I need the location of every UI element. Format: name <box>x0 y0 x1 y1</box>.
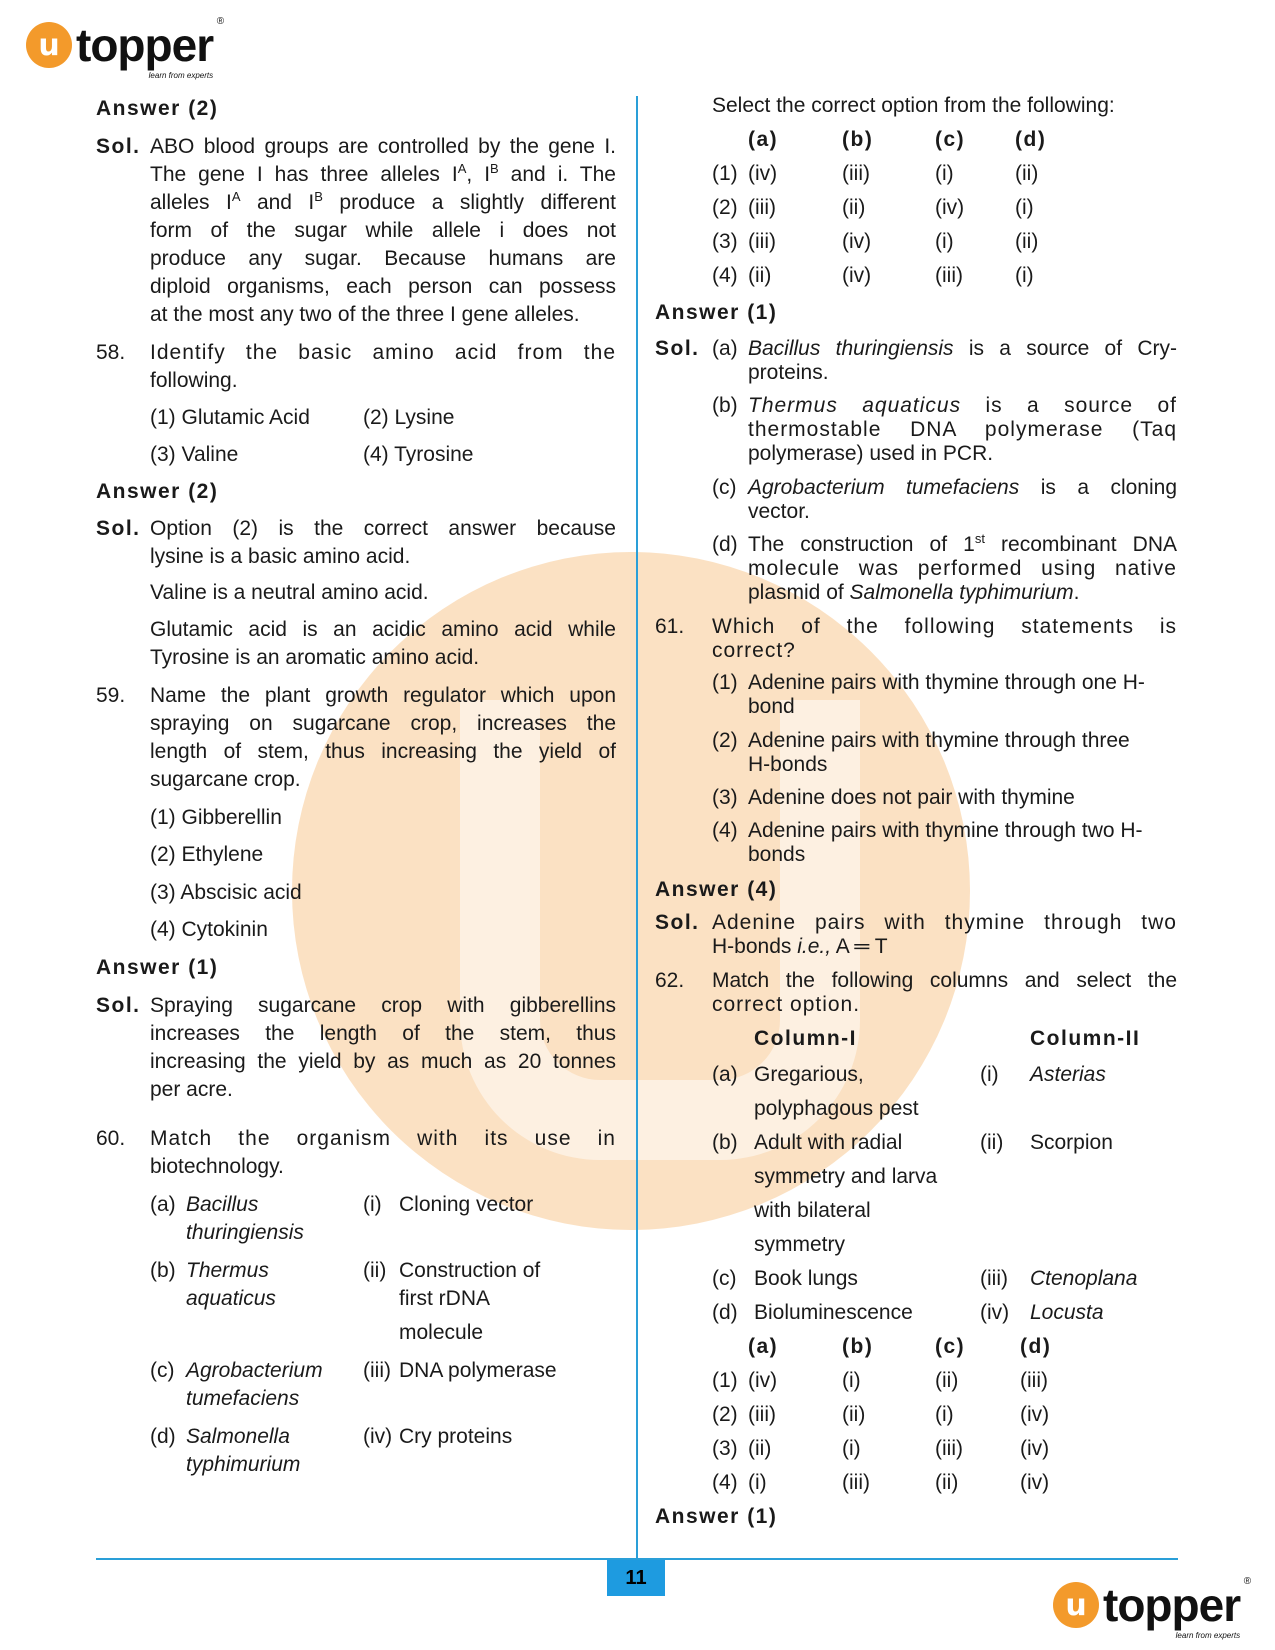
q59-option: (4) Cytokinin <box>150 918 268 941</box>
q62-column-2-header: Column-II <box>1030 1027 1141 1050</box>
q59-option: (1) Gibberellin <box>150 806 282 829</box>
sol-60-item: Thermus aquaticus is a source of <box>748 394 1177 417</box>
q62-number: 62. <box>655 969 685 992</box>
q60-organism: Bacillus <box>186 1193 259 1216</box>
q61-option-label: (3) <box>712 786 738 809</box>
q62-opt-num: (2) <box>712 1403 738 1426</box>
sol-57-line: diploid organisms, each person can possess <box>150 275 616 298</box>
q62-option-head: (a) <box>748 1335 779 1358</box>
q61-option: Adenine pairs with thymine through two H- <box>748 819 1143 842</box>
q61-number: 61. <box>655 615 685 638</box>
q60-opt-val: (ii) <box>1015 230 1039 253</box>
q62-match: Ctenoplana <box>1030 1267 1138 1290</box>
q62-opt-val: (iv) <box>748 1369 778 1392</box>
q60-opt-val: (iv) <box>842 264 872 287</box>
q60-opt-val: (iii) <box>842 162 870 185</box>
sol-60-item-label: (b) <box>712 394 738 417</box>
q61-option: bonds <box>748 843 806 866</box>
q58-option: (3) Valine <box>150 443 239 466</box>
q62-opt-val: (i) <box>842 1437 861 1460</box>
q62-row-text: with bilateral <box>754 1199 871 1222</box>
q60-opt-val: (iv) <box>842 230 872 253</box>
q60-use-label: (i) <box>363 1193 382 1216</box>
column-divider <box>636 96 638 1560</box>
q62-row-label: (a) <box>712 1063 738 1086</box>
q58-option: (1) Glutamic Acid <box>150 406 310 429</box>
q60-opt-val: (i) <box>1015 264 1034 287</box>
q62-opt-val: (iv) <box>1020 1437 1050 1460</box>
q62-opt-val: (iii) <box>748 1403 776 1426</box>
q61-option: H-bonds <box>748 753 828 776</box>
q61-option: Adenine pairs with thymine through three <box>748 729 1130 752</box>
q61-text: Which of the following statements is <box>712 615 1177 638</box>
brand-logo-bottom <box>1053 1576 1251 1640</box>
answer-58: Answer (2) <box>96 480 219 503</box>
q60-opt-val: (iv) <box>935 196 965 219</box>
q62-match-label: (iii) <box>980 1267 1008 1290</box>
sol-58-label: Sol. <box>96 517 141 540</box>
q62-option-head: (c) <box>935 1335 966 1358</box>
sol-57-line: ABO blood groups are controlled by the gene I. <box>150 135 616 158</box>
q60-organism: thuringiensis <box>186 1221 304 1244</box>
sol-61-line: Adenine pairs with thymine through two <box>712 911 1177 934</box>
sol-60-item-label: (a) <box>712 337 738 360</box>
q60-organism: Thermus <box>186 1259 269 1282</box>
q62-match-label: (iv) <box>980 1301 1010 1324</box>
q62-option-head: (b) <box>842 1335 874 1358</box>
q62-opt-val: (ii) <box>842 1403 866 1426</box>
q62-row-text: Bioluminescence <box>754 1301 913 1324</box>
q60-opt-val: (iii) <box>935 264 963 287</box>
sol-60-item-label: (d) <box>712 533 738 556</box>
q60-opt-num: (2) <box>712 196 738 219</box>
page-number: 11 <box>607 1560 665 1596</box>
q60-opt-num: (1) <box>712 162 738 185</box>
q58-option: (2) Lysine <box>363 406 455 429</box>
q59-text: length of stem, thus increasing the yield of <box>150 740 616 763</box>
answer-61: Answer (4) <box>655 878 778 901</box>
sol-60-item: The construction of 1st recombinant DNA <box>748 531 1177 556</box>
sol-57-line: alleles $I^A$ and $I^B$ produce a slightly different <box>150 189 617 214</box>
q60-use-label: (ii) <box>363 1259 387 1282</box>
q60-row-label: (a) <box>150 1193 176 1216</box>
q58-text: following. <box>150 369 238 392</box>
q60-use: molecule <box>399 1321 484 1344</box>
q59-option: (3) Abscisic acid <box>150 881 302 904</box>
q62-column-1-header: Column-I <box>754 1027 857 1050</box>
sol-58-line: Option (2) is the correct answer because <box>150 517 616 540</box>
q61-option-label: (4) <box>712 819 738 842</box>
q60-row-label: (b) <box>150 1259 176 1282</box>
q62-opt-val: (ii) <box>935 1369 959 1392</box>
sol-57-line: at the most any two of the three I gene alleles. <box>150 303 580 326</box>
q62-text: correct option. <box>712 993 861 1016</box>
q62-opt-val: (ii) <box>748 1437 772 1460</box>
sol-57-label: Sol. <box>96 135 141 158</box>
sol-60-item: plasmid of Salmonella typhimurium. <box>748 581 1080 604</box>
sol-60-item: polymerase) used in PCR. <box>748 442 994 465</box>
q60-opt-val: (i) <box>935 230 954 253</box>
answer-57: Answer (2) <box>96 97 219 120</box>
sol-59-line: Spraying sugarcane crop with gibberellins <box>150 994 616 1017</box>
q60-opt-num: (3) <box>712 230 738 253</box>
q62-row-text: symmetry <box>754 1233 845 1256</box>
q60-organism: Salmonella <box>186 1425 290 1448</box>
q62-text: Match the following columns and select the <box>712 969 1177 992</box>
brand-tagline: learn from experts <box>148 71 214 80</box>
q60-opt-val: (ii) <box>748 264 772 287</box>
brand-name: topper <box>76 19 214 71</box>
q58-option: (4) Tyrosine <box>363 443 474 466</box>
sol-58-line: lysine is a basic amino acid. <box>150 545 411 568</box>
sol-60-item: Bacillus thuringiensis is a source of Cry- <box>748 337 1177 360</box>
q62-opt-val: (i) <box>748 1471 767 1494</box>
sol-60-item: proteins. <box>748 361 829 384</box>
q62-opt-val: (ii) <box>935 1471 959 1494</box>
q62-row-label: (c) <box>712 1267 737 1290</box>
q62-opt-num: (3) <box>712 1437 738 1460</box>
sol-60-item-label: (c) <box>712 476 737 499</box>
q62-opt-val: (iv) <box>1020 1471 1050 1494</box>
q62-row-text: polyphagous pest <box>754 1097 919 1120</box>
answer-62: Answer (1) <box>655 1505 778 1528</box>
q60-text: Match the organism with its use in <box>150 1127 616 1150</box>
q62-row-text: symmetry and larva <box>754 1165 938 1188</box>
q62-match: Locusta <box>1030 1301 1104 1324</box>
q60-use: Cry proteins <box>399 1425 513 1448</box>
q58-number: 58. <box>96 341 126 364</box>
q60-use: first rDNA <box>399 1287 490 1310</box>
q60-text: biotechnology. <box>150 1155 284 1178</box>
q60-row-label: (d) <box>150 1425 176 1448</box>
q62-match-label: (i) <box>980 1063 999 1086</box>
sol-61-line: H-bonds i.e., A ═ T <box>712 935 888 958</box>
sol-61-label: Sol. <box>655 911 700 934</box>
sol-59-line: per acre. <box>150 1078 233 1101</box>
q61-option-label: (2) <box>712 729 738 752</box>
sol-57-line: produce any sugar. Because humans are <box>150 247 616 270</box>
q62-match: Scorpion <box>1030 1131 1113 1154</box>
q60-number: 60. <box>96 1127 126 1150</box>
q62-opt-num: (4) <box>712 1471 738 1494</box>
q62-option-head: (d) <box>1020 1335 1052 1358</box>
q60-organism: Agrobacterium <box>186 1359 323 1382</box>
sol-59-line: increases the length of the stem, thus <box>150 1022 616 1045</box>
brand-u-icon: u <box>26 22 72 68</box>
sol-60-label: Sol. <box>655 337 700 360</box>
q60-organism: tumefaciens <box>186 1387 300 1410</box>
q62-opt-val: (iv) <box>1020 1403 1050 1426</box>
q61-option: Adenine pairs with thymine through one H- <box>748 671 1145 694</box>
sol-58-line: Tyrosine is an aromatic amino acid. <box>150 646 480 669</box>
sol-59-line: increasing the yield by as much as 20 tonnes <box>150 1050 616 1073</box>
q62-opt-num: (1) <box>712 1369 738 1392</box>
q60-organism: aquaticus <box>186 1287 276 1310</box>
q62-match-label: (ii) <box>980 1131 1004 1154</box>
q59-option: (2) Ethylene <box>150 843 264 866</box>
q60-use-label: (iii) <box>363 1359 391 1382</box>
q60-opt-val: (iii) <box>748 196 776 219</box>
q60-opt-val: (ii) <box>1015 162 1039 185</box>
brand-reg-mark: ® <box>1243 1576 1251 1587</box>
q58-text: Identify the basic amino acid from the <box>150 341 616 364</box>
q60-select-text: Select the correct option from the following: <box>712 94 1115 117</box>
q60-opt-val: (i) <box>1015 196 1034 219</box>
q60-opt-val: (iii) <box>748 230 776 253</box>
sol-60-item: molecule was performed using native <box>748 557 1177 580</box>
sol-57-line: The gene I has three alleles $I^A$, $I^B$ and i. The <box>150 161 616 186</box>
q62-opt-val: (i) <box>935 1403 954 1426</box>
q62-row-text: Gregarious, <box>754 1063 864 1086</box>
q62-row-text: Book lungs <box>754 1267 858 1290</box>
brand-name: topper <box>1103 1579 1241 1631</box>
q62-row-label: (d) <box>712 1301 738 1324</box>
q60-row-label: (c) <box>150 1359 175 1382</box>
q59-text: Name the plant growth regulator which upon <box>150 684 616 707</box>
q62-opt-val: (iii) <box>935 1437 963 1460</box>
q62-row-text: Adult with radial <box>754 1131 903 1154</box>
q60-option-head: (c) <box>935 128 966 151</box>
sol-57-line: form of the sugar while allele i does not <box>150 219 616 242</box>
brand-logo-top <box>26 16 224 80</box>
q62-match: Asterias <box>1030 1063 1106 1086</box>
q60-use: Construction of <box>399 1259 541 1282</box>
q61-option-label: (1) <box>712 671 738 694</box>
brand-reg-mark: ® <box>216 16 224 27</box>
sol-60-item: thermostable DNA polymerase (Taq <box>748 418 1177 441</box>
q60-opt-val: (iv) <box>748 162 778 185</box>
q61-option: bond <box>748 695 795 718</box>
q60-opt-val: (ii) <box>842 196 866 219</box>
q62-opt-val: (iii) <box>1020 1369 1048 1392</box>
brand-tagline: learn from experts <box>1175 1631 1241 1640</box>
q60-opt-num: (4) <box>712 264 738 287</box>
answer-60: Answer (1) <box>655 301 778 324</box>
q60-option-head: (a) <box>748 128 779 151</box>
q60-use: DNA polymerase <box>399 1359 557 1382</box>
q59-number: 59. <box>96 684 126 707</box>
sol-60-item: vector. <box>748 500 810 523</box>
q60-opt-val: (i) <box>935 162 954 185</box>
q62-row-label: (b) <box>712 1131 738 1154</box>
sol-58-line: Glutamic acid is an acidic amino acid while <box>150 618 616 641</box>
sol-58-line: Valine is a neutral amino acid. <box>150 581 429 604</box>
sol-59-label: Sol. <box>96 994 141 1017</box>
q60-option-head: (b) <box>842 128 874 151</box>
q61-text: correct? <box>712 639 796 662</box>
q62-opt-val: (i) <box>842 1369 861 1392</box>
q60-use-label: (iv) <box>363 1425 393 1448</box>
q61-option: Adenine does not pair with thymine <box>748 786 1075 809</box>
brand-u-icon: u <box>1053 1582 1099 1628</box>
q59-text: spraying on sugarcane crop, increases the <box>150 712 616 735</box>
q62-opt-val: (iii) <box>842 1471 870 1494</box>
q59-text: sugarcane crop. <box>150 768 301 791</box>
answer-59: Answer (1) <box>96 956 219 979</box>
q60-organism: typhimurium <box>186 1453 301 1476</box>
q60-use: Cloning vector <box>399 1193 534 1216</box>
sol-60-item: Agrobacterium tumefaciens is a cloning <box>748 476 1177 499</box>
q60-option-head: (d) <box>1015 128 1047 151</box>
